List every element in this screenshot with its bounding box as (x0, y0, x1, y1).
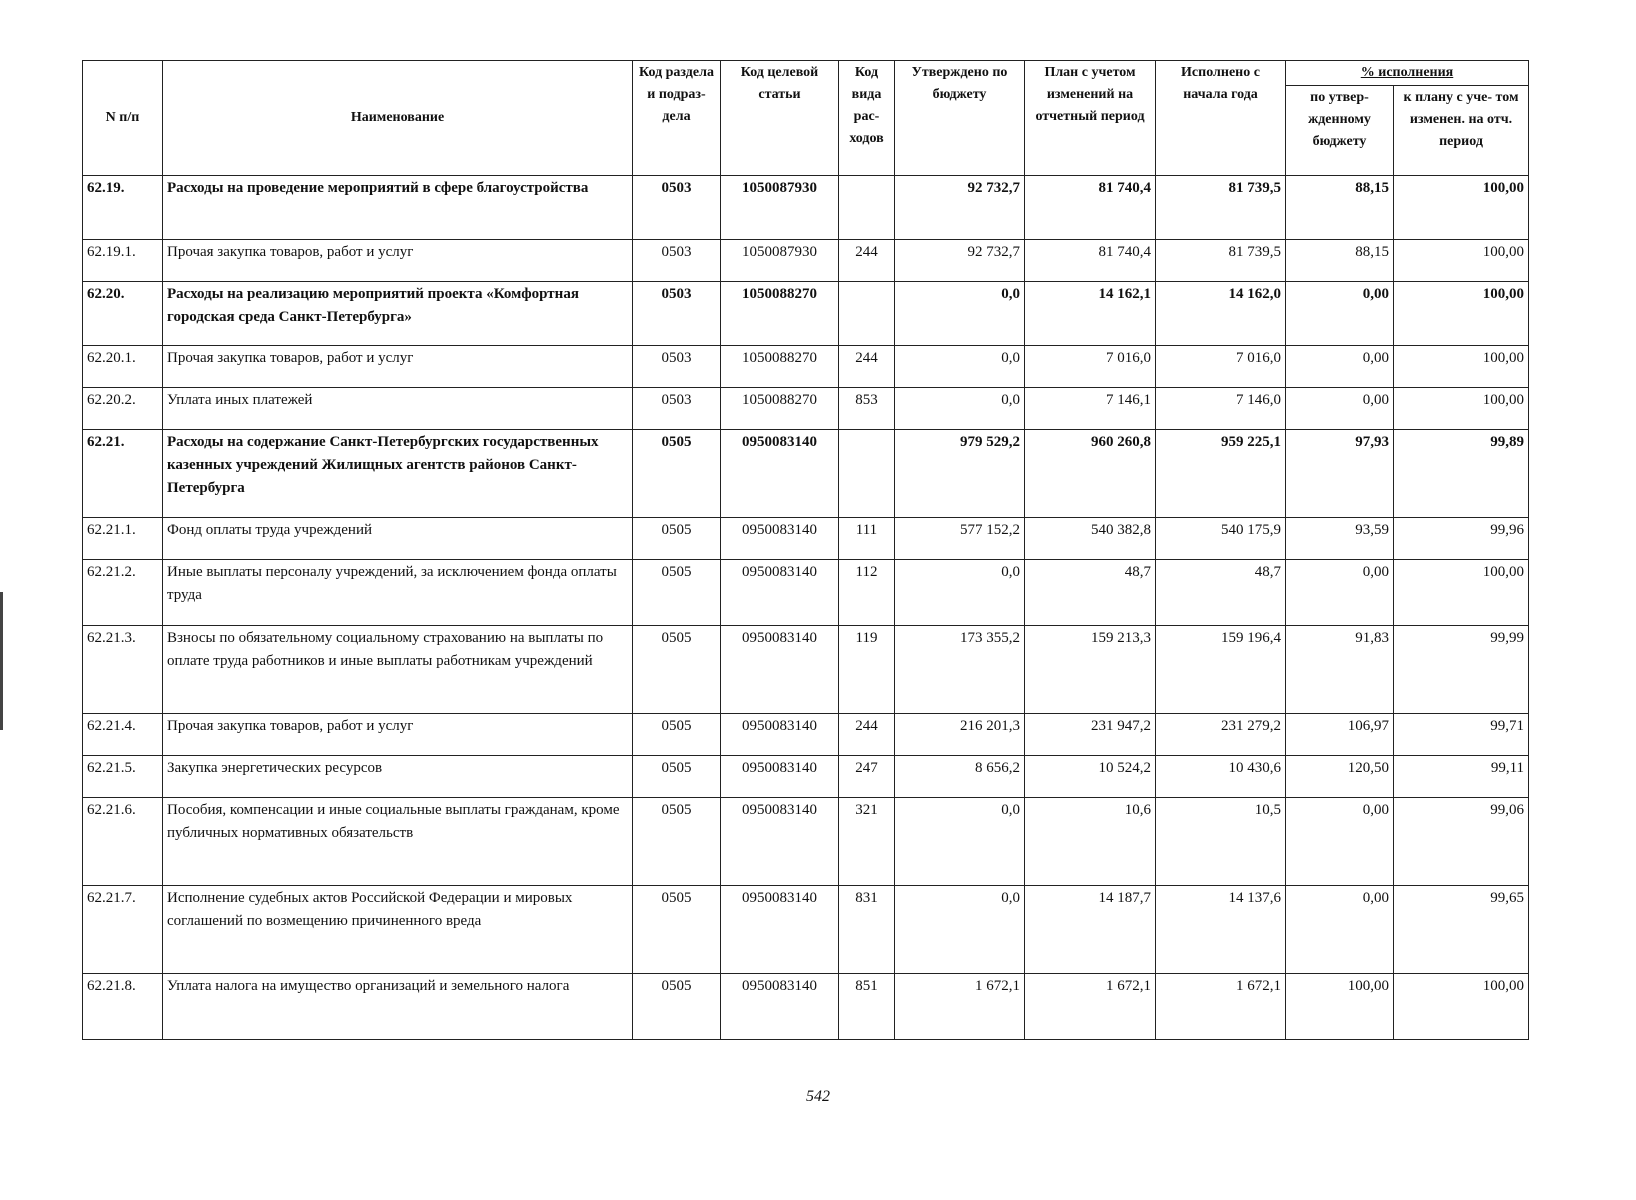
cell-utverzhdeno: 0,0 (895, 282, 1025, 346)
cell-utverzhdeno: 0,0 (895, 560, 1025, 626)
cell-utverzhdeno: 92 732,7 (895, 240, 1025, 282)
cell-percent-plan: 99,06 (1394, 798, 1529, 886)
table-row (83, 560, 1529, 626)
table-header (83, 61, 1529, 176)
cell-vid: 119 (839, 626, 895, 714)
cell-ispolneno: 7 146,0 (1156, 388, 1286, 430)
cell-num: 62.21.8. (83, 974, 163, 1040)
cell-percent-plan: 99,71 (1394, 714, 1529, 756)
cell-percent-budget: 0,00 (1286, 886, 1394, 974)
cell-name: Расходы на содержание Санкт-Петербургских государственных казенных учреждений Жилищных агентств районов Санкт-Петербурга (163, 430, 633, 518)
header-percent-budget: по утвер- жденному бюджету (1286, 86, 1394, 176)
cell-name: Фонд оплаты труда учреждений (163, 518, 633, 560)
cell-vid: 851 (839, 974, 895, 1040)
cell-utverzhdeno: 0,0 (895, 886, 1025, 974)
cell-vid: 247 (839, 756, 895, 798)
cell-celevaya: 0950083140 (721, 974, 839, 1040)
cell-plan: 231 947,2 (1025, 714, 1156, 756)
cell-celevaya: 1050088270 (721, 346, 839, 388)
cell-name: Расходы на проведение мероприятий в сфере благоустройства (163, 176, 633, 240)
cell-utverzhdeno: 216 201,3 (895, 714, 1025, 756)
cell-utverzhdeno: 8 656,2 (895, 756, 1025, 798)
cell-razdel: 0503 (633, 240, 721, 282)
cell-ispolneno: 159 196,4 (1156, 626, 1286, 714)
cell-name: Расходы на реализацию мероприятий проекта «Комфортная городская среда Санкт-Петербурга» (163, 282, 633, 346)
cell-percent-budget: 0,00 (1286, 798, 1394, 886)
cell-num: 62.21.4. (83, 714, 163, 756)
cell-plan: 159 213,3 (1025, 626, 1156, 714)
table-row (83, 974, 1529, 1040)
cell-ispolneno: 1 672,1 (1156, 974, 1286, 1040)
cell-ispolneno: 48,7 (1156, 560, 1286, 626)
cell-name: Взносы по обязательному социальному страхованию на выплаты по оплате труда работников и иные выплаты работникам учреждений (163, 626, 633, 714)
cell-name: Прочая закупка товаров, работ и услуг (163, 240, 633, 282)
cell-percent-budget: 0,00 (1286, 346, 1394, 388)
header-plan: План с учетом изменений на отчетный период (1025, 61, 1156, 176)
cell-name: Прочая закупка товаров, работ и услуг (163, 714, 633, 756)
scan-edge-mark (0, 592, 3, 730)
budget-table (82, 60, 1529, 1040)
cell-plan: 81 740,4 (1025, 176, 1156, 240)
cell-plan: 7 146,1 (1025, 388, 1156, 430)
cell-celevaya: 1050088270 (721, 282, 839, 346)
cell-ispolneno: 14 162,0 (1156, 282, 1286, 346)
cell-vid: 111 (839, 518, 895, 560)
cell-num: 62.19.1. (83, 240, 163, 282)
cell-num: 62.20.1. (83, 346, 163, 388)
cell-ispolneno: 959 225,1 (1156, 430, 1286, 518)
cell-utverzhdeno: 979 529,2 (895, 430, 1025, 518)
cell-utverzhdeno: 0,0 (895, 388, 1025, 430)
table-row (83, 346, 1529, 388)
cell-ispolneno: 14 137,6 (1156, 886, 1286, 974)
cell-razdel: 0505 (633, 430, 721, 518)
cell-num: 62.21.3. (83, 626, 163, 714)
cell-celevaya: 0950083140 (721, 798, 839, 886)
cell-percent-plan: 100,00 (1394, 346, 1529, 388)
cell-utverzhdeno: 173 355,2 (895, 626, 1025, 714)
cell-percent-plan: 100,00 (1394, 560, 1529, 626)
table-row (83, 240, 1529, 282)
cell-razdel: 0505 (633, 626, 721, 714)
header-razdel: Код раздела и подраз- дела (633, 61, 721, 176)
cell-percent-plan: 100,00 (1394, 176, 1529, 240)
cell-percent-budget: 97,93 (1286, 430, 1394, 518)
cell-celevaya: 0950083140 (721, 626, 839, 714)
cell-vid: 321 (839, 798, 895, 886)
cell-razdel: 0503 (633, 282, 721, 346)
cell-percent-budget: 0,00 (1286, 388, 1394, 430)
cell-name: Закупка энергетических ресурсов (163, 756, 633, 798)
cell-celevaya: 0950083140 (721, 430, 839, 518)
cell-ispolneno: 7 016,0 (1156, 346, 1286, 388)
cell-plan: 14 162,1 (1025, 282, 1156, 346)
cell-percent-plan: 99,96 (1394, 518, 1529, 560)
cell-razdel: 0503 (633, 388, 721, 430)
cell-plan: 10,6 (1025, 798, 1156, 886)
cell-ispolneno: 231 279,2 (1156, 714, 1286, 756)
cell-percent-budget: 106,97 (1286, 714, 1394, 756)
table-body (83, 176, 1529, 1040)
table-row (83, 176, 1529, 240)
cell-percent-plan: 99,11 (1394, 756, 1529, 798)
table-row (83, 430, 1529, 518)
table-row (83, 518, 1529, 560)
table-row (83, 714, 1529, 756)
cell-utverzhdeno: 92 732,7 (895, 176, 1025, 240)
cell-num: 62.20.2. (83, 388, 163, 430)
cell-vid: 112 (839, 560, 895, 626)
cell-num: 62.21.5. (83, 756, 163, 798)
cell-utverzhdeno: 1 672,1 (895, 974, 1025, 1040)
cell-celevaya: 1050087930 (721, 176, 839, 240)
cell-razdel: 0505 (633, 518, 721, 560)
cell-name: Уплата иных платежей (163, 388, 633, 430)
cell-plan: 960 260,8 (1025, 430, 1156, 518)
cell-percent-plan: 99,99 (1394, 626, 1529, 714)
table-row (83, 756, 1529, 798)
cell-name: Пособия, компенсации и иные социальные выплаты гражданам, кроме публичных нормативных обязательств (163, 798, 633, 886)
cell-utverzhdeno: 0,0 (895, 798, 1025, 886)
cell-percent-budget: 88,15 (1286, 176, 1394, 240)
cell-plan: 1 672,1 (1025, 974, 1156, 1040)
cell-razdel: 0505 (633, 560, 721, 626)
cell-celevaya: 0950083140 (721, 714, 839, 756)
header-ispolneno: Исполнено с начала года (1156, 61, 1286, 176)
cell-celevaya: 1050088270 (721, 388, 839, 430)
cell-num: 62.21.6. (83, 798, 163, 886)
cell-num: 62.19. (83, 176, 163, 240)
cell-num: 62.21.1. (83, 518, 163, 560)
table-row (83, 626, 1529, 714)
cell-percent-plan: 100,00 (1394, 282, 1529, 346)
cell-plan: 48,7 (1025, 560, 1156, 626)
cell-percent-budget: 91,83 (1286, 626, 1394, 714)
cell-percent-budget: 100,00 (1286, 974, 1394, 1040)
cell-razdel: 0505 (633, 974, 721, 1040)
cell-razdel: 0503 (633, 176, 721, 240)
cell-utverzhdeno: 577 152,2 (895, 518, 1025, 560)
header-num: N п/п (83, 61, 163, 176)
cell-plan: 81 740,4 (1025, 240, 1156, 282)
cell-num: 62.21.7. (83, 886, 163, 974)
cell-ispolneno: 81 739,5 (1156, 176, 1286, 240)
cell-vid: 244 (839, 240, 895, 282)
table-row (83, 886, 1529, 974)
cell-name: Прочая закупка товаров, работ и услуг (163, 346, 633, 388)
cell-vid: 853 (839, 388, 895, 430)
header-utverzhdeno: Утверждено по бюджету (895, 61, 1025, 176)
cell-plan: 14 187,7 (1025, 886, 1156, 974)
table-row (83, 282, 1529, 346)
cell-ispolneno: 10,5 (1156, 798, 1286, 886)
page-number: 542 (806, 1088, 830, 1105)
cell-percent-budget: 0,00 (1286, 282, 1394, 346)
cell-name: Уплата налога на имущество организаций и земельного налога (163, 974, 633, 1040)
cell-percent-plan: 99,89 (1394, 430, 1529, 518)
header-name: Наименование (163, 61, 633, 176)
cell-ispolneno: 81 739,5 (1156, 240, 1286, 282)
cell-percent-plan: 100,00 (1394, 974, 1529, 1040)
header-percent-group: % исполнения (1286, 61, 1529, 86)
cell-celevaya: 0950083140 (721, 756, 839, 798)
header-celevaya: Код целевой статьи (721, 61, 839, 176)
cell-percent-budget: 0,00 (1286, 560, 1394, 626)
cell-celevaya: 0950083140 (721, 886, 839, 974)
header-vid: Код вида рас- ходов (839, 61, 895, 176)
cell-razdel: 0505 (633, 756, 721, 798)
cell-vid (839, 176, 895, 240)
cell-plan: 7 016,0 (1025, 346, 1156, 388)
cell-plan: 10 524,2 (1025, 756, 1156, 798)
cell-vid (839, 282, 895, 346)
cell-vid: 244 (839, 714, 895, 756)
table-row (83, 798, 1529, 886)
cell-percent-budget: 93,59 (1286, 518, 1394, 560)
cell-percent-plan: 100,00 (1394, 388, 1529, 430)
cell-percent-plan: 99,65 (1394, 886, 1529, 974)
table-row (83, 388, 1529, 430)
cell-ispolneno: 10 430,6 (1156, 756, 1286, 798)
cell-percent-plan: 100,00 (1394, 240, 1529, 282)
cell-num: 62.21.2. (83, 560, 163, 626)
cell-utverzhdeno: 0,0 (895, 346, 1025, 388)
cell-name: Исполнение судебных актов Российской Федерации и мировых соглашений по возмещению причиненного вреда (163, 886, 633, 974)
cell-percent-budget: 88,15 (1286, 240, 1394, 282)
cell-percent-budget: 120,50 (1286, 756, 1394, 798)
cell-celevaya: 0950083140 (721, 518, 839, 560)
cell-razdel: 0505 (633, 798, 721, 886)
cell-celevaya: 0950083140 (721, 560, 839, 626)
cell-name: Иные выплаты персоналу учреждений, за исключением фонда оплаты труда (163, 560, 633, 626)
cell-celevaya: 1050087930 (721, 240, 839, 282)
cell-plan: 540 382,8 (1025, 518, 1156, 560)
cell-razdel: 0503 (633, 346, 721, 388)
header-percent-plan: к плану с уче- том изменен. на отч. период (1394, 86, 1529, 176)
cell-num: 62.21. (83, 430, 163, 518)
cell-vid: 831 (839, 886, 895, 974)
cell-razdel: 0505 (633, 886, 721, 974)
cell-vid (839, 430, 895, 518)
cell-num: 62.20. (83, 282, 163, 346)
cell-vid: 244 (839, 346, 895, 388)
cell-ispolneno: 540 175,9 (1156, 518, 1286, 560)
cell-razdel: 0505 (633, 714, 721, 756)
